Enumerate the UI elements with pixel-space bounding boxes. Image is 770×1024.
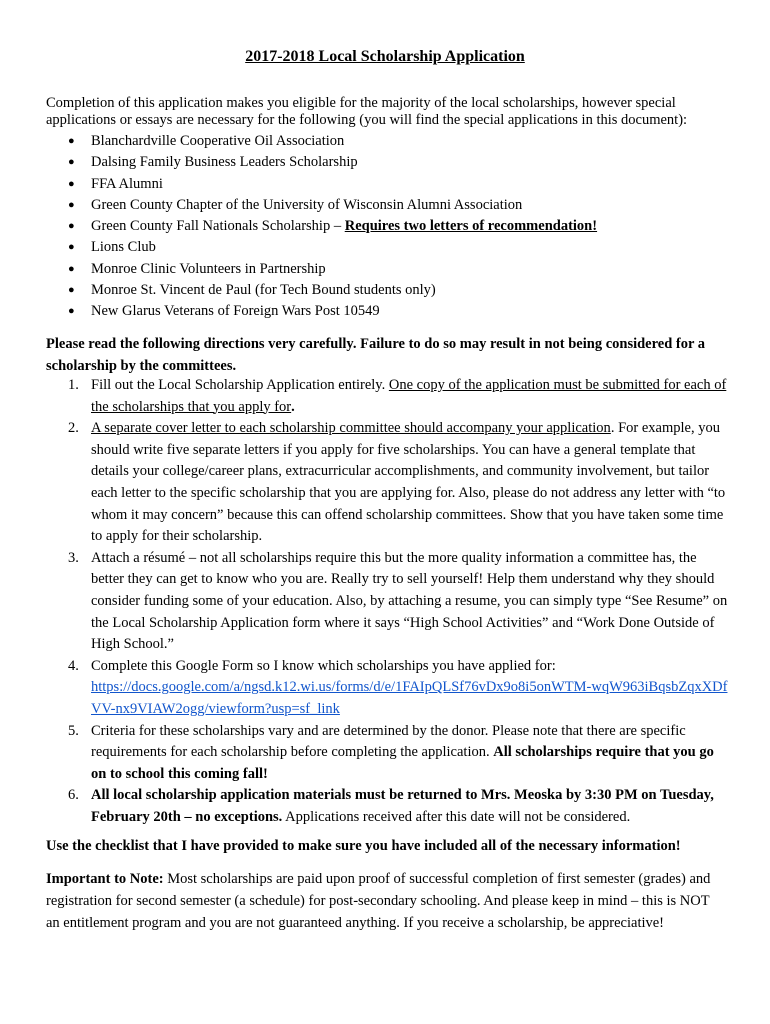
google-form-link[interactable]: https://docs.google.com/a/ngsd.k12.wi.us/forms/d/e/1FAIpQLSf76vDx9o8i5onWTM-wqW963iBqsbZqxXDfVV-nx9VIAW2ogg/viewform?usp=sf_link xyxy=(91,679,728,717)
step-number: 4. xyxy=(68,657,79,674)
step-item: 1. Fill out the Local Scholarship Application entirely. One copy of the application must be submitted for each of the scholarships that you apply for. xyxy=(68,377,727,415)
important-label: Important to Note: xyxy=(46,871,164,887)
bullet-icon: ● xyxy=(68,305,75,318)
list-item: ● Blanchardville Cooperative Oil Association xyxy=(46,131,726,152)
bullet-icon: ● xyxy=(68,156,75,169)
bullet-icon: ● xyxy=(68,284,75,297)
bullet-icon: ● xyxy=(68,262,75,275)
intro-paragraph: Completion of this application makes you eligible for the majority of the local scholarships, however special applications or essays are necessary for the following (you will find the special applications in this document): xyxy=(46,95,688,128)
list-item: ● Monroe St. Vincent de Paul (for Tech Bound students only) xyxy=(46,280,726,301)
scholarship-list xyxy=(46,131,726,323)
step-item: 5. Criteria for these scholarships vary and are determined by the donor. Please note that there are specific requirements for each scholarship before completing the application. All scholarships require that you go on to school this coming fall! xyxy=(68,722,714,782)
step-item: 6. All local scholarship application materials must be returned to Mrs. Meoska by 3:30 PM on Tuesday, February 20th – no exceptions. Applications received after this date will not be considered. xyxy=(68,787,714,825)
checklist-note: Use the checklist that I have provided to make sure you have included all of the necessary information! xyxy=(46,838,681,854)
bullet-icon: ● xyxy=(68,241,75,254)
list-item: ● Lions Club xyxy=(46,237,726,258)
bullet-icon: ● xyxy=(68,220,75,233)
directions-list xyxy=(46,375,728,828)
list-item: ● Monroe Clinic Volunteers in Partnership xyxy=(46,259,726,280)
step-number: 1. xyxy=(68,377,79,393)
step-item: 3. Attach a résumé – not all scholarships require this but the more quality information a committee has, the better they can get to know who you are. Really try to sell yourself! Help them understand why they should consider funding some of your education. Also, by attaching a resume, you can simply type “See Resume” on the Local Scholarship Application form where it says “High School Activities” and “Work Done Outside of High School.” xyxy=(68,549,728,653)
list-item: ● Dalsing Family Business Leaders Scholarship xyxy=(46,152,726,173)
step-number: 6. xyxy=(68,787,79,804)
step-item: 2. A separate cover letter to each scholarship committee should accompany your application. For example, you should write five separate letters if you apply for five scholarships. You can have a general template that details your college/career plans, extracurricular accomplishments, and community involvement, but tailor each letter to the specific scholarship that you are applying for. Also, please do not address any letter with “to whom it may concern” because this can offend scholarship committees. Show that you have taken some time to apply for their scholarship. xyxy=(68,420,726,545)
step-item: 4. Complete this Google Form so I know which scholarships you have applied for: https://docs.google.com/a/ngsd.k12.wi.us/forms/d/e/1FAIpQLSf76vDx9o8i5onWTM-wqW963iBqsbZqxXDfVV-nx9VIAW2ogg/viewform?usp=sf_link xyxy=(68,657,728,717)
list-item: ● Green County Fall Nationals Scholarship – Requires two letters of recommendation! xyxy=(46,216,726,237)
bullet-icon: ● xyxy=(68,135,75,147)
step-number: 2. xyxy=(68,420,79,437)
directions-heading: Please read the following directions very carefully. Failure to do so may result in not being considered for a scholarship by the committees. xyxy=(46,336,706,374)
document-title: 2017-2018 Local Scholarship Application xyxy=(245,48,525,65)
important-note: Important to Note: Most scholarships are paid upon proof of successful completion of first semester (grades) and registration for second semester (a schedule) for post-secondary schooling. And please keep in mind – this is NOT an entitlement program and you are not guaranteed anything. If you receive a scholarship, be appreciative! xyxy=(46,871,711,931)
list-item: ● FFA Alumni xyxy=(46,174,726,195)
step-number: 5. xyxy=(68,722,79,739)
step-number: 3. xyxy=(68,549,79,566)
recommendation-requirement: Requires two letters of recommendation! xyxy=(344,218,598,235)
bullet-icon: ● xyxy=(68,198,75,211)
list-item: ● New Glarus Veterans of Foreign Wars Post 10549 xyxy=(46,301,726,322)
list-item: ● Green County Chapter of the University of Wisconsin Alumni Association xyxy=(46,195,726,216)
bullet-icon: ● xyxy=(68,177,75,190)
